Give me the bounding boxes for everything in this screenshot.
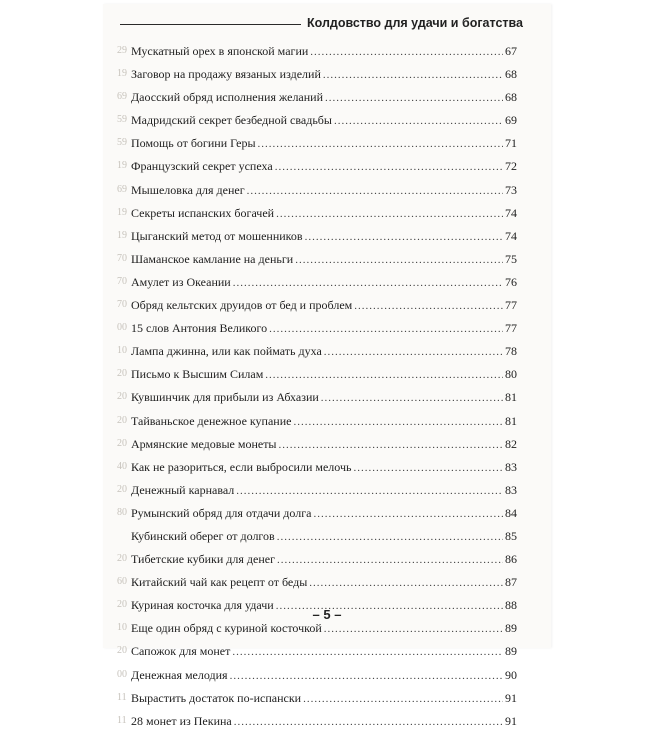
toc-entry-page: 75 — [505, 251, 517, 266]
toc-entry-number: 59 — [117, 114, 127, 126]
toc-entry-title: Денежная мелодия — [131, 667, 228, 682]
toc-entry — [117, 203, 517, 226]
toc-entry-number: 29 — [117, 45, 127, 56]
toc-entry-page: 85 — [505, 528, 517, 543]
toc-entry — [117, 180, 517, 203]
toc-entry — [117, 572, 517, 595]
toc-entry-title: Тибетские кубики для денег — [131, 552, 276, 567]
toc-entry-page: 76 — [505, 274, 517, 289]
toc-entry-number: 19 — [117, 68, 127, 80]
toc-dot-leader — [234, 716, 503, 728]
toc-dot-leader — [325, 92, 503, 104]
toc-entry-title: 15 слов Антония Великого — [131, 321, 268, 336]
toc-entry — [117, 411, 517, 434]
toc-entry-number: 00 — [117, 322, 127, 334]
toc-entry-page: 86 — [505, 552, 517, 567]
toc-entry — [117, 226, 517, 249]
toc-entry-title: Еще один обряд с куриной косточкой — [131, 621, 322, 636]
toc-entry-number: 10 — [117, 345, 127, 357]
toc-entry-page: 81 — [505, 390, 517, 405]
toc-entry-title: Цыганский метод от мошенников — [131, 228, 303, 243]
toc-entry-title: Амулет из Океании — [131, 274, 231, 289]
toc-entry-page: 83 — [505, 482, 517, 497]
toc-entry-title: Румынский обряд для отдачи долга — [131, 505, 312, 520]
toc-dot-leader — [313, 508, 503, 520]
toc-entry-page: 89 — [505, 621, 517, 636]
toc-entry-number: 80 — [117, 506, 127, 518]
table-of-contents — [117, 41, 517, 734]
toc-entry-title: 28 монет из Пекина — [131, 713, 232, 728]
toc-dot-leader — [230, 670, 503, 682]
toc-entry-page: 87 — [505, 575, 517, 590]
toc-entry-number: 70 — [117, 299, 127, 311]
toc-entry-number: 59 — [117, 137, 127, 149]
toc-entry-page: 67 — [505, 44, 517, 58]
toc-entry-title: Вырастить достаток по-испански — [131, 690, 302, 705]
toc-entry-number: 60 — [117, 576, 127, 588]
toc-entry-number: 69 — [117, 91, 127, 103]
toc-entry-title: Денежный карнавал — [131, 482, 235, 497]
toc-entry-title: Обряд кельтских друидов от бед и проблем — [131, 298, 353, 313]
toc-entry — [117, 110, 517, 133]
toc-entry-title: Лампа джинна, или как поймать духа — [131, 344, 322, 359]
toc-entry-title: Китайский чай как рецепт от беды — [131, 575, 308, 590]
toc-entry-title: Куриная косточка для удачи — [131, 598, 274, 613]
toc-entry-page: 77 — [505, 298, 517, 313]
toc-dot-leader — [265, 369, 503, 381]
toc-dot-leader — [277, 554, 503, 566]
toc-entry-page: 82 — [505, 436, 517, 451]
toc-entry — [117, 665, 517, 688]
toc-entry-page: 74 — [505, 205, 517, 220]
toc-entry-page: 91 — [505, 713, 517, 728]
toc-dot-leader — [303, 693, 503, 705]
toc-dot-leader — [321, 392, 503, 404]
toc-entry-number: 19 — [117, 206, 127, 218]
running-header-title: Колдовство для удачи и богатства — [301, 16, 523, 30]
toc-entry-number: 20 — [117, 483, 127, 495]
page-number: – 5 – — [312, 607, 342, 622]
toc-entry-number: 10 — [117, 622, 127, 634]
toc-entry-number: 20 — [117, 391, 127, 403]
toc-entry-title: Письмо к Высшим Силам — [131, 367, 264, 382]
toc-dot-leader — [277, 531, 503, 543]
toc-entry-title: Секреты испанских богачей — [131, 205, 275, 220]
toc-entry-page: 90 — [505, 667, 517, 682]
toc-dot-leader — [233, 277, 503, 289]
toc-dot-leader — [236, 485, 503, 497]
toc-entry-page: 74 — [505, 228, 517, 243]
toc-dot-leader — [324, 623, 503, 635]
toc-entry-title: Даосский обряд исполнения желаний — [131, 90, 324, 105]
toc-dot-leader — [232, 646, 503, 658]
toc-entry-number: 11 — [117, 714, 127, 726]
book-page — [103, 4, 551, 728]
toc-dot-leader — [309, 577, 503, 589]
toc-dot-leader — [354, 300, 503, 312]
toc-entry — [117, 549, 517, 572]
toc-entry — [117, 364, 517, 387]
toc-entry-number: 20 — [117, 645, 127, 657]
toc-entry-page: 80 — [505, 367, 517, 382]
toc-dot-leader — [334, 115, 503, 127]
toc-entry — [117, 688, 517, 711]
toc-entry-page: 68 — [505, 90, 517, 105]
toc-entry — [117, 87, 517, 110]
toc-entry-title: Шаманское камлание на деньги — [131, 251, 294, 266]
toc-entry-number: 20 — [117, 599, 127, 611]
toc-entry — [117, 156, 517, 179]
toc-entry-number: 70 — [117, 252, 127, 264]
toc-entry-page: 91 — [505, 690, 517, 705]
toc-dot-leader — [269, 323, 503, 335]
toc-dot-leader — [354, 462, 504, 474]
toc-entry — [117, 272, 517, 295]
toc-entry-title: Тайваньское денежное купание — [131, 413, 292, 428]
toc-entry-number: 20 — [117, 414, 127, 426]
toc-entry — [117, 387, 517, 410]
toc-entry-page: 89 — [505, 644, 517, 659]
toc-entry-page: 83 — [505, 459, 517, 474]
toc-entry-title: Мускатный орех в японской магии — [131, 44, 309, 58]
toc-entry-page: 77 — [505, 321, 517, 336]
toc-dot-leader — [293, 416, 503, 428]
toc-entry-page: 81 — [505, 413, 517, 428]
toc-entry — [117, 641, 517, 664]
toc-entry-title: Армянские медовые монеты — [131, 436, 277, 451]
toc-entry-title: Заговор на продажу вязаных изделий — [131, 67, 321, 82]
toc-entry-title: Мышеловка для денег — [131, 182, 245, 197]
toc-entry-page: 71 — [505, 136, 517, 151]
toc-entry-number: 70 — [117, 275, 127, 287]
toc-entry-number: 20 — [117, 368, 127, 380]
toc-entry-title: Сапожок для монет — [131, 644, 231, 659]
toc-dot-leader — [279, 439, 504, 451]
toc-dot-leader — [247, 185, 503, 197]
toc-entry-title: Как не разориться, если выбросили мелочь — [131, 459, 352, 474]
toc-entry — [117, 480, 517, 503]
toc-entry — [117, 434, 517, 457]
toc-entry — [117, 526, 517, 549]
toc-entry-page: 68 — [505, 67, 517, 82]
toc-entry-page: 84 — [505, 505, 517, 520]
toc-entry-page: 69 — [505, 113, 517, 128]
toc-entry — [117, 133, 517, 156]
toc-dot-leader — [310, 46, 503, 58]
toc-entry-page: 88 — [505, 598, 517, 613]
toc-entry-page: 78 — [505, 344, 517, 359]
toc-dot-leader — [323, 69, 503, 81]
toc-entry-number: 19 — [117, 229, 127, 241]
toc-dot-leader — [295, 254, 503, 266]
toc-dot-leader — [276, 208, 503, 220]
toc-entry — [117, 41, 517, 64]
toc-entry-number: 40 — [117, 460, 127, 472]
toc-entry — [117, 249, 517, 272]
toc-entry-number: 19 — [117, 160, 127, 172]
toc-entry — [117, 503, 517, 526]
toc-entry-number: 20 — [117, 553, 127, 565]
toc-entry-number: 11 — [117, 691, 127, 703]
toc-entry-title: Помощь от богини Геры — [131, 136, 256, 151]
toc-entry-page: 73 — [505, 182, 517, 197]
toc-entry — [117, 711, 517, 734]
toc-entry — [117, 64, 517, 87]
toc-entry — [117, 318, 517, 341]
toc-dot-leader — [258, 138, 503, 150]
toc-entry-number: 20 — [117, 437, 127, 449]
toc-entry-title: Мадридский секрет безбедной свадьбы — [131, 113, 332, 128]
toc-dot-leader — [275, 161, 503, 173]
toc-dot-leader — [305, 231, 503, 243]
toc-entry-number: 00 — [117, 668, 127, 680]
toc-entry-number: 69 — [117, 183, 127, 195]
toc-entry-title: Кувшинчик для прибыли из Абхазии — [131, 390, 319, 405]
toc-dot-leader — [324, 346, 503, 358]
toc-entry-page: 72 — [505, 159, 517, 174]
toc-entry-title: Кубинский оберег от долгов — [131, 528, 275, 543]
toc-entry-title: Французский секрет успеха — [131, 159, 273, 174]
toc-entry — [117, 341, 517, 364]
toc-entry — [117, 295, 517, 318]
toc-entry — [117, 457, 517, 480]
